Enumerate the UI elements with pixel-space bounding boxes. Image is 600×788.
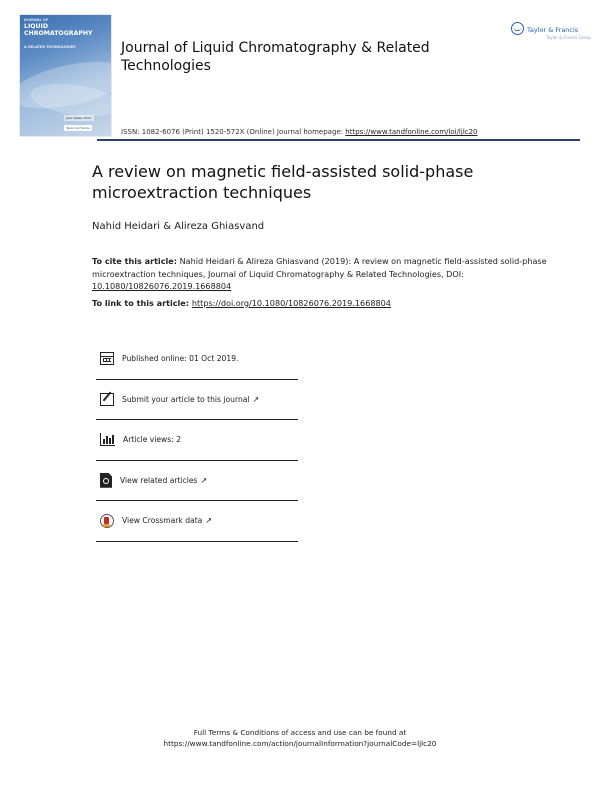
citation-text: Nahid Heidari & Alireza Ghiasvand (2019): A review on magnetic field-assisted solid-phase microextraction techniques, Journal of Liquid Chromatography & Related Technologies, DOI: — [92, 256, 547, 279]
related-articles-row[interactable] — [96, 461, 298, 502]
cover-title-line: CHROMATOGRAPHY — [24, 29, 93, 37]
journal-cover-image — [20, 15, 111, 136]
published-online-text: Published online: 01 Oct 2019. — [122, 354, 239, 364]
cover-publisher-logo: Taylor & Francis — [64, 125, 92, 131]
article-title: A review on magnetic field-assisted solid-phase microextraction techniques — [92, 162, 474, 202]
issn-text: ISSN: 1082-6076 (Print) 1520-572X (Online) Journal homepage: — [121, 128, 346, 136]
cover-subtitle: & RELATED TECHNOLOGIES — [24, 45, 76, 49]
header-divider — [97, 139, 580, 141]
published-online-row — [96, 339, 298, 380]
crossmark-icon — [100, 514, 114, 528]
journal-title: Journal of Liquid Chromatography & Related Technologies — [121, 40, 430, 74]
article-doi-url-link[interactable]: https://doi.org/10.1080/10826076.2019.1668804 — [191, 298, 391, 308]
bar-chart-icon — [100, 433, 115, 446]
journal-homepage-link[interactable]: https://www.tandfonline.com/loi/ljlc20 — [345, 128, 478, 136]
publisher-name: Taylor & Francis — [527, 26, 579, 34]
citation-block — [92, 255, 562, 293]
external-link-icon: ↗ — [205, 516, 213, 526]
calendar-icon — [100, 352, 114, 365]
article-link-label: To link to this article: — [92, 298, 192, 308]
terms-footer — [0, 727, 600, 749]
document-search-icon — [100, 473, 112, 488]
terms-line: Full Terms & Conditions of access and use can be found at — [193, 728, 407, 737]
crossmark-link[interactable]: View Crossmark data — [122, 516, 203, 526]
cover-title-line: LIQUID — [24, 23, 48, 30]
cover-top-text: JOURNAL OF — [24, 18, 49, 22]
related-articles-link[interactable]: View related articles — [120, 475, 198, 485]
article-views-row — [96, 420, 298, 461]
article-authors: Nahid Heidari & Alireza Ghiasvand — [92, 221, 265, 232]
publisher-group: Taylor & Francis Group — [546, 35, 591, 40]
doi-link[interactable]: 10.1080/10826076.2019.1668804 — [92, 281, 232, 291]
terms-url-link[interactable]: https://www.tandfonline.com/action/journalInformation?journalCode=ljlc20 — [163, 739, 437, 748]
publisher-logo-icon — [511, 22, 524, 35]
submit-article-link[interactable]: Submit your article to this journal — [122, 394, 250, 404]
issn-line — [121, 128, 478, 136]
article-info-list — [96, 339, 298, 542]
article-views-text: Article views: 2 — [123, 435, 182, 445]
edit-icon — [100, 393, 114, 406]
submit-article-row[interactable] — [96, 380, 298, 421]
publisher-logo — [511, 17, 591, 40]
external-link-icon: ↗ — [200, 475, 208, 485]
crossmark-row[interactable] — [96, 501, 298, 542]
cover-title — [24, 24, 93, 38]
cover-editor: Jack Cazes, Ph.D. — [66, 116, 92, 120]
external-link-icon: ↗ — [252, 394, 260, 404]
citation-label: To cite this article: — [92, 256, 178, 266]
article-link-line — [92, 298, 391, 308]
